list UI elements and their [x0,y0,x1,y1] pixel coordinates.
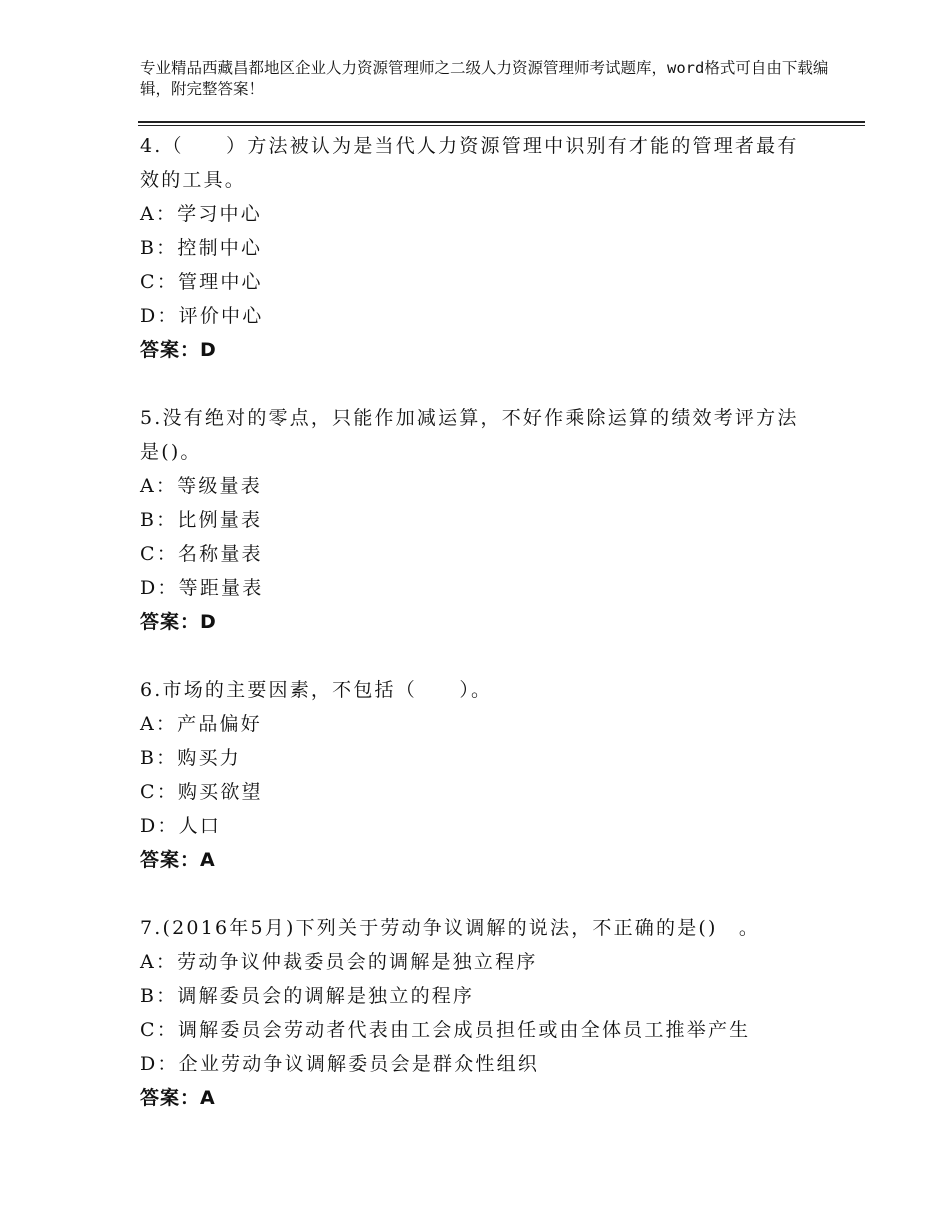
answer-label: 答案：A [140,1087,216,1109]
answer-label: 答案：A [140,849,216,871]
header-rule-thin [138,125,865,126]
option-d: D：企业劳动争议调解委员会是群众性组织 [140,1053,540,1075]
question-7 [140,911,840,1115]
answer-label: 答案：D [140,339,217,361]
option-b: B：控制中心 [140,237,263,259]
option-d: D：评价中心 [140,305,264,327]
option-a: A：学习中心 [140,203,262,225]
option-b: B：调解委员会的调解是独立的程序 [140,985,475,1007]
option-a: A：产品偏好 [140,713,262,735]
document-header: 专业精品西藏昌都地区企业人力资源管理师之二级人力资源管理师考试题库，word格式可自由下载编辑，附完整答案！ [140,59,829,98]
option-b: B：购买力 [140,747,241,769]
option-c: C：调解委员会劳动者代表由工会成员担任或由全体员工推举产生 [140,1019,751,1041]
question-4 [140,129,840,367]
answer-label: 答案：D [140,611,217,633]
option-d: D：人口 [140,815,222,837]
option-d: D：等距量表 [140,577,264,599]
header-rule-thick [138,121,865,123]
question-list [140,129,840,1149]
question-6 [140,673,840,877]
question-stem: 7.(2016年5月)下列关于劳动争议调解的说法，不正确的是() 。 [140,917,761,939]
question-stem: 6.市场的主要因素，不包括（ ）。 [140,679,493,701]
option-c: C：管理中心 [140,271,263,293]
option-a: A：等级量表 [140,475,262,497]
question-stem: 5.没有绝对的零点，只能作加减运算，不好作乘除运算的绩效考评方法是()。 [140,407,799,463]
option-b: B：比例量表 [140,509,263,531]
option-c: C：名称量表 [140,543,263,565]
option-c: C：购买欲望 [140,781,263,803]
option-a: A：劳动争议仲裁委员会的调解是独立程序 [140,951,538,973]
question-stem: 4.（ ）方法被认为是当代人力资源管理中识别有才能的管理者最有效的工具。 [140,135,799,191]
question-5 [140,401,840,639]
